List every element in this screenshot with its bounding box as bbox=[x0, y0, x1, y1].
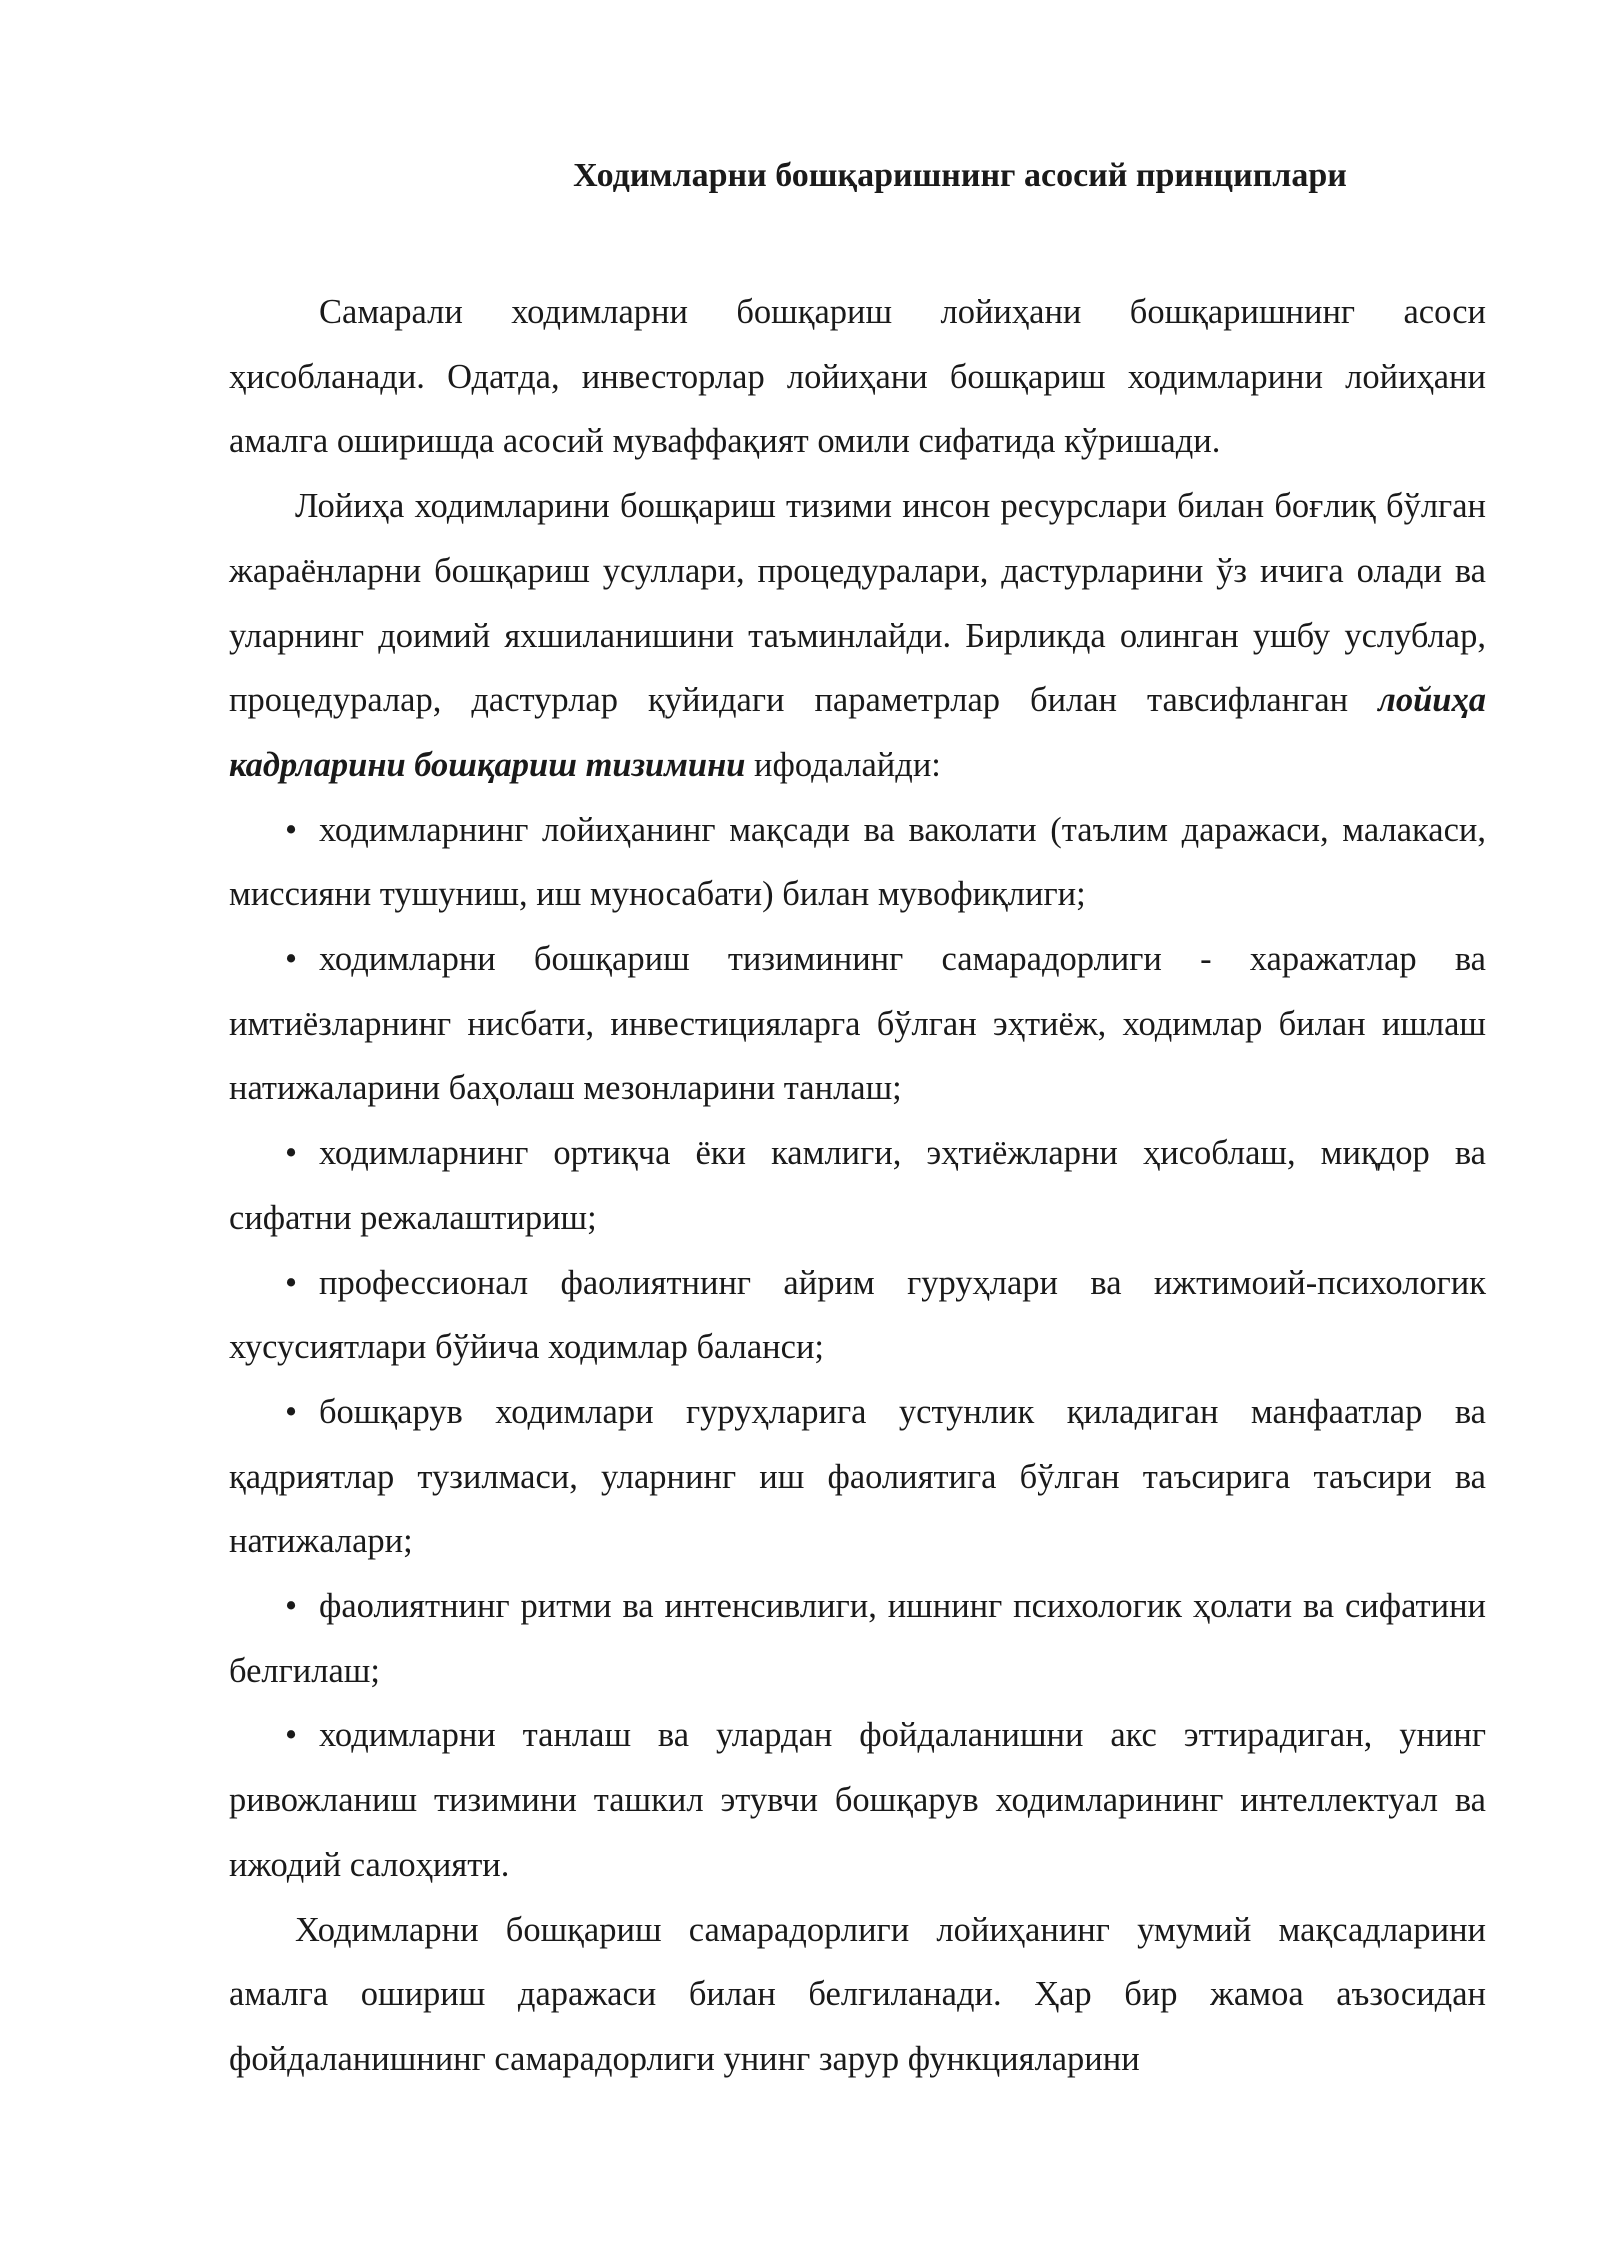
bullet-icon: • bbox=[285, 940, 298, 979]
list-item-text: бошқарув ходимлари гуруҳларига устунлик қиладиган манфаатлар ва қадриятлар тузилмаси, уларнинг иш фаолиятига бўлган таъсирига таъсири ва натижалари; bbox=[229, 1392, 1486, 1561]
bullet-icon: • bbox=[285, 1587, 298, 1626]
list-item-text: профессионал фаолиятнинг айрим гуруҳлари ва ижтимоий-психологик хусусиятлари бўйича ходимлар баланси; bbox=[229, 1263, 1486, 1367]
list-item bbox=[229, 798, 1486, 927]
list-item-text: ходимларни бошқариш тизимининг самарадорлиги - харажатлар ва имтиёзларнинг нисбати, инвестицияларга бўлган эҳтиёж, ходимлар билан ишлаш натижаларини баҳолаш мезонларини танлаш; bbox=[229, 940, 1486, 1108]
bullet-icon: • bbox=[285, 1263, 298, 1302]
paragraph-system-start: Лойиҳа ходимларини бошқариш тизими инсон ресурслари билан боғлиқ бўлган жараёнларни бошқариш усуллари, процедуралари, дастурларини ўз ичига олади ва уларнинг доимий яхшиланишини таъминлайди. Бирликда олинган ушбу услублар, процедуралар, дастурлар қуйидаги параметрлар билан тавсифланган bbox=[229, 487, 1486, 720]
list-item bbox=[229, 927, 1486, 1121]
list-item bbox=[229, 1574, 1486, 1703]
list-item-text: ходимларни танлаш ва улардан фойдаланишни акс эттирадиган, унинг ривожланиш тизимини ташкил этувчи бошқарув ходимларининг интеллектуал ва ижодий салоҳияти. bbox=[229, 1716, 1486, 1884]
bullet-icon: • bbox=[285, 1392, 298, 1431]
paragraph-intro: Самарали ходимларни бошқариш лойиҳани бошқаришнинг асоси ҳисобланади. Одатда, инвесторлар лойиҳани бошқариш ходимларини лойиҳани амалга оширишда асосий муваффақият омили сифатида кўришади. bbox=[229, 293, 1486, 461]
list-item-text: фаолиятнинг ритми ва интенсивлиги, ишнинг психологик ҳолати ва сифатини белгилаш; bbox=[229, 1587, 1486, 1690]
bullet-icon: • bbox=[285, 1716, 298, 1755]
list-item bbox=[229, 1121, 1486, 1250]
document-title: Ходимларни бошқаришнинг асосий принциплари bbox=[573, 157, 1347, 194]
list-item bbox=[229, 1380, 1486, 1574]
list-item-text: ходимларнинг лойиҳанинг мақсади ва ваколати (таълим даражаси, малакаси, миссияни тушуниш, иш муносабати) билан мувофиқлиги; bbox=[229, 810, 1486, 914]
document-body bbox=[229, 280, 1486, 2092]
paragraph-system bbox=[229, 474, 1486, 798]
list-item bbox=[229, 1251, 1486, 1380]
bullet-icon: • bbox=[285, 1134, 298, 1173]
paragraph-effectiveness: Ходимларни бошқариш самарадорлиги лойиҳанинг умумий мақсадларини амалга ошириш даражаси билан белгиланади. Ҳар бир жамоа аъзосидан фойдаланишнинг самарадорлиги унинг зарур функцияларини bbox=[229, 1910, 1486, 2078]
paragraph-system-end: ифодалайди: bbox=[745, 745, 941, 784]
paragraph-system-emphasis: лойиҳа кадрларини бошқариш тизимини bbox=[229, 681, 1486, 784]
list-item bbox=[229, 1703, 1486, 1897]
bullet-icon: • bbox=[285, 810, 298, 849]
list-item-text: ходимларнинг ортиқча ёки камлиги, эҳтиёжларни ҳисоблаш, миқдор ва сифатни режалаштириш; bbox=[229, 1134, 1486, 1237]
